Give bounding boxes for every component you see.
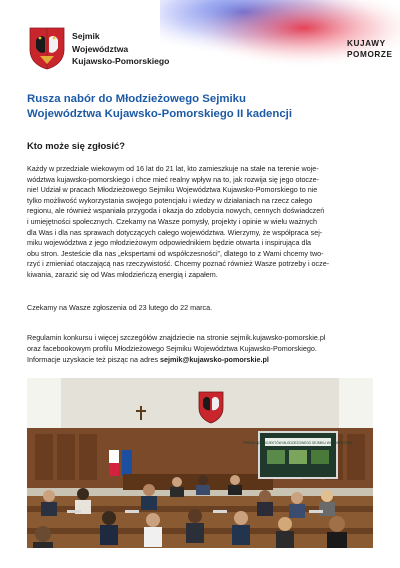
info-line-2: oraz facebookowym profilu Młodzieżowego Sejmiku Województwa Kujawsko-Pomorskiego. xyxy=(27,343,317,353)
info-line-3-prefix: Informacje uzyskacie też pisząc na adres xyxy=(27,354,161,364)
body-line: i umiejętności społecznych. Czekamy na Wasze pomysły, projekty i opinie w wielu ważnych xyxy=(27,216,318,226)
section-heading: Kto może się zgłosić? xyxy=(27,140,125,151)
brand-line-1: KUJAWY xyxy=(347,39,386,48)
info-line-1: Regulamin konkursu i więcej szczegółów znajdziecie na stronie sejmik.kujawsko-pomorskie.pl xyxy=(27,333,326,342)
body-line: obu stron. Jesteście dla nas „ekspertami od współczesności”, dlatego to z Wami chcemy two- xyxy=(27,248,324,258)
deadline-text: Czekamy na Wasze zgłoszenia od 23 lutego do 22 marca. xyxy=(27,303,213,312)
org-name-line-3: Kujawsko-Pomorskiego xyxy=(72,56,170,66)
title-line-1: Rusza nabór do Młodzieżowego Sejmiku xyxy=(27,93,246,105)
info-paragraph xyxy=(27,333,373,365)
body-paragraph xyxy=(27,164,373,281)
coat-of-arms-icon xyxy=(28,26,66,70)
body-line: nie! Udział w pracach Młodzieżowego Sejmiku Województwa Kujawsko-Pomorskiego to nie xyxy=(27,185,318,195)
body-line: kiwania, zarazić się od Was młodzieńczą energią i zapałem. xyxy=(27,269,218,279)
body-line: tylko możliwość wykorzystania swojego potencjału i wiedzy w działaniach na rzecz całego xyxy=(27,195,313,205)
kujawy-pomorze-logo xyxy=(347,38,393,60)
session-photo xyxy=(27,378,373,548)
org-name-line-2: Województwa xyxy=(72,43,129,54)
session-hall-image xyxy=(27,378,373,548)
body-line: wództwa kujawsko-pomorskiego i chce mieć realny wpływ na to, jak rozwija się jego otocze- xyxy=(27,174,320,184)
info-line-3 xyxy=(27,355,373,366)
body-line: dla Was i dla nas sprawach dotyczących całego województwa. Wierzymy, że współpraca sej- xyxy=(27,227,323,237)
org-name-line-1: Sejmik xyxy=(72,31,100,41)
body-line: Każdy w przedziale wiekowym od 16 lat do 21 lat, kto zamieszkuje na stałe na terenie woje- xyxy=(27,164,319,173)
page-title xyxy=(27,92,377,122)
screen-text: PRZEGLĄD PROJEKTÓW MŁODZIEŻOWEGO SEJMIKU WOJEWÓDZTWA xyxy=(243,441,353,445)
page-header xyxy=(0,0,400,80)
contact-email-link[interactable]: sejmik@kujawsko-pomorskie.pl xyxy=(160,354,269,364)
body-line: rzyć i zmieniać otaczającą nas rzeczywistość. Chcemy poznać również Wasze potrzeby i ocze- xyxy=(27,259,330,269)
organization-name xyxy=(72,30,169,68)
title-line-2: Województwa Kujawsko-Pomorskiego II kadencji xyxy=(27,108,292,120)
body-line: miku województwa z jego młodzieżowym odpowiednikiem będzie otwarta i inspirująca dla xyxy=(27,238,312,248)
body-line: regionu, ale również wspaniała przygoda i okazja do zdobycia nowych, cennych doświadczeń xyxy=(27,206,325,216)
brand-line-2: POMORZE xyxy=(347,50,393,59)
